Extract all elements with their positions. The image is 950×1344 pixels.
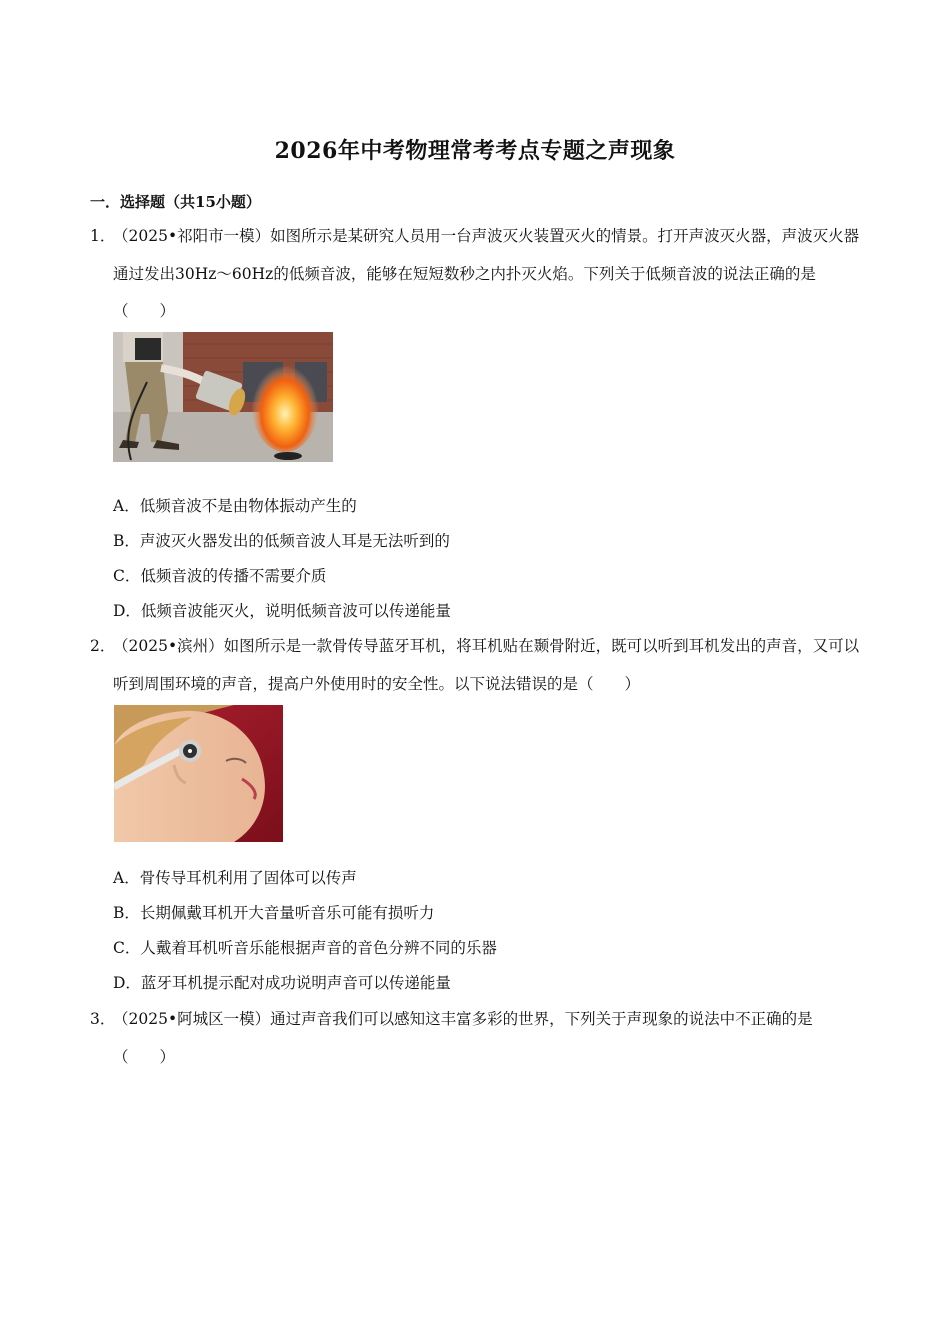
- question-text: （2025•祁阳市一模）如图所示是某研究人员用一台声波灭火装置灭火的情景。打开声波灭火器，声波灭火器通过发出30Hz～60Hz的低频音波，能够在短短数秒之内扑灭火焰。下列关于低频音波的说法正确的是（ ）: [113, 227, 860, 320]
- question-number: 3．: [90, 1010, 116, 1028]
- sound-extinguisher-photo: [113, 332, 333, 462]
- q2-option-b: B．长期佩戴耳机开大音量听音乐可能有损听力: [113, 904, 435, 922]
- document-title: 2026年中考物理常考考点专题之声现象: [274, 138, 676, 164]
- q1-option-c: C．低频音波的传播不需要介质: [113, 567, 327, 585]
- question-text: （2025•滨州）如图所示是一款骨传导蓝牙耳机，将耳机贴在颞骨附近，既可以听到耳机发出的声音，又可以听到周围环境的声音，提高户外使用时的安全性。以下说法错误的是（ ）: [113, 637, 860, 693]
- question-number: 1．: [90, 227, 116, 245]
- question-2: [90, 628, 865, 703]
- q1-option-b: B．声波灭火器发出的低频音波人耳是无法听到的: [113, 532, 450, 550]
- q2-option-c: C．人戴着耳机听音乐能根据声音的音色分辨不同的乐器: [113, 939, 497, 957]
- question-3: [90, 1001, 865, 1076]
- question-number: 2．: [90, 637, 116, 655]
- q2-option-d: D．蓝牙耳机提示配对成功说明声音可以传递能量: [113, 974, 451, 992]
- question-1: [90, 218, 865, 331]
- question-text: （2025•阿城区一模）通过声音我们可以感知这丰富多彩的世界，下列关于声现象的说法中不正确的是（ ）: [113, 1010, 813, 1066]
- section-heading: 一．选择题（共15小题）: [90, 193, 261, 211]
- bone-conduction-headphone-photo: [114, 705, 283, 842]
- q1-option-a: A．低频音波不是由物体振动产生的: [113, 497, 357, 515]
- q2-option-a: A．骨传导耳机利用了固体可以传声: [113, 869, 357, 887]
- q1-option-d: D．低频音波能灭火，说明低频音波可以传递能量: [113, 602, 451, 620]
